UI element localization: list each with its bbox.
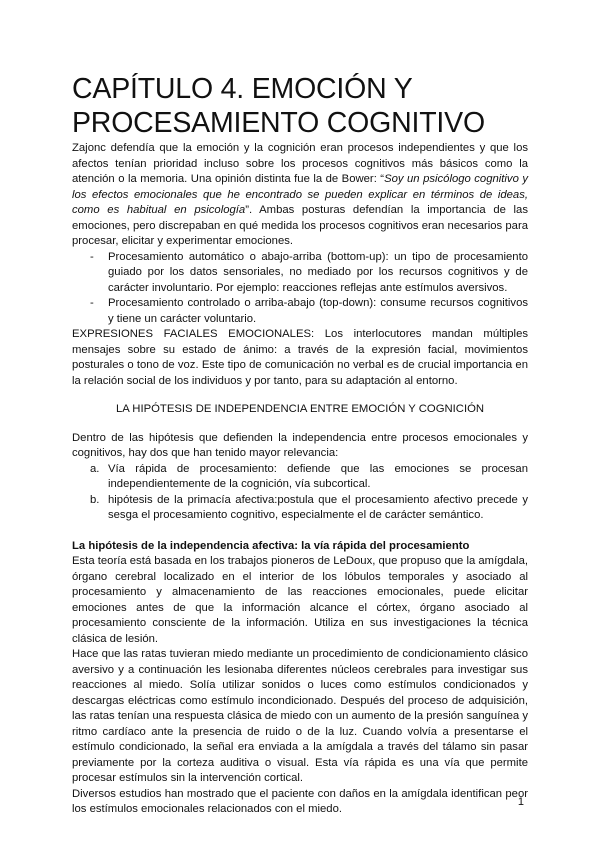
subheading: La hipótesis de la independencia afectiva: la vía rápida del procesamiento <box>72 539 470 552</box>
list-text: hipótesis de la primacía afectiva:postula que el procesamiento afectivo precede y sesga el procesamiento cognitivo, especialmente el de carácter semántico. <box>108 493 528 521</box>
list-item: - Procesamiento controlado o arriba-abajo (top-down): consume recursos cognitivos y tiene un carácter voluntario. <box>72 296 528 327</box>
list-item <box>72 493 528 524</box>
hypotheses-list <box>72 462 528 524</box>
list-text: Vía rápida de procesamiento: defiende que las emociones se procesan independientemente de la cognición, vía subcortical. <box>108 462 528 490</box>
list-item <box>72 462 528 493</box>
section-heading: LA HIPÓTESIS DE INDEPENDENCIA ENTRE EMOCIÓN Y COGNICIÓN <box>115 403 485 415</box>
paragraph: Diversos estudios han mostrado que el paciente con daños en la amígdala identifican peor los estímulos emocionales relacionados con el miedo. <box>72 787 528 815</box>
page-number: 1 <box>517 796 524 808</box>
intro-text: Zajonc defendía que la emoción y la cognición eran procesos independientes y que los afectos tenían prioridad incluso sobre los procesos cognitivos más básicos como la atención o la memoria. Una opinión distinta fue la de Bower: “ <box>72 142 528 185</box>
document-body <box>72 141 528 818</box>
paragraph: Hace que las ratas tuvieran miedo mediante un procedimiento de condicionamiento clásico aversivo y a continuación les lesionaba diferentes núcleos cerebrales para investigar sus reacciones al miedo. Solía utilizar sonidos o luces como estímulos condicionados y descargas eléctricas como estímulo incondicionado. Después del proceso de adquisición, las ratas tenían una respuesta clásica de miedo con un aumento de la presión sanguínea y ritmo cardíaco ante la presencia de ruido o de la luz. Cuando volvía a presentarse el estímulo condicionado, la señal era enviada a la amígdala a través del tálamo sin pasar previamente por la corteza auditiva o visual. Esta vía rápida es una vía que permite procesar estímulos sin la intervención cortical. <box>72 648 528 784</box>
chapter-title: CAPÍTULO 4. EMOCIÓN Y PROCESAMIENTO COGNITIVO <box>72 73 485 139</box>
paragraph: Esta teoría está basada en los trabajos pioneros de LeDoux, que propuso que la amígdala, órgano cerebral localizado en el interior de los lóbulos temporales y asociado al procesamiento y almacenamiento de las reacciones emocionales, puede elicitar emociones antes de que la información alcance el córtex, órgano asociado al procesamiento consciente de la información. Utiliza en sus investigaciones la técnica clásica de lesión. <box>72 555 528 645</box>
processing-types-list <box>72 250 528 328</box>
intro-text-continued: ”. Ambas posturas defendían la importancia de las emociones, pero discrepaban en qué medida los procesos cognitivos eran necesarios para procesar, elicitar y experimentar emociones. <box>72 204 528 247</box>
list-item: - Procesamiento automático o abajo-arriba (bottom-up): un tipo de procesamiento guiado por los datos sensoriales, no mediado por los recursos cognitivos y de carácter involuntario. Por ejemplo: reacciones reflejas ante estímulos aversivos. <box>72 250 528 297</box>
section-intro: Dentro de las hipótesis que defienden la independencia entre procesos emocionales y cognitivos, hay dos que han tenido mayor relevancia: <box>72 431 528 459</box>
bower-quote: Soy un psicólogo cognitivo y los efectos emocionales que he encontrado se pueden explicar en términos de ideas, como es habitual en psicología <box>72 173 528 216</box>
intro-paragraph <box>72 141 528 250</box>
list-marker: b. <box>90 493 100 506</box>
list-marker: a. <box>90 462 100 475</box>
facial-expressions-paragraph: EXPRESIONES FACIALES EMOCIONALES: Los interlocutores mandan múltiples mensajes sobre su estado de ánimo: a través de la expresión facial, movimientos posturales o tono de voz. Este tipo de comunicación no verbal es de crucial importancia en la relación social de los individuos y por tanto, para su adaptación al entorno. <box>72 328 528 387</box>
